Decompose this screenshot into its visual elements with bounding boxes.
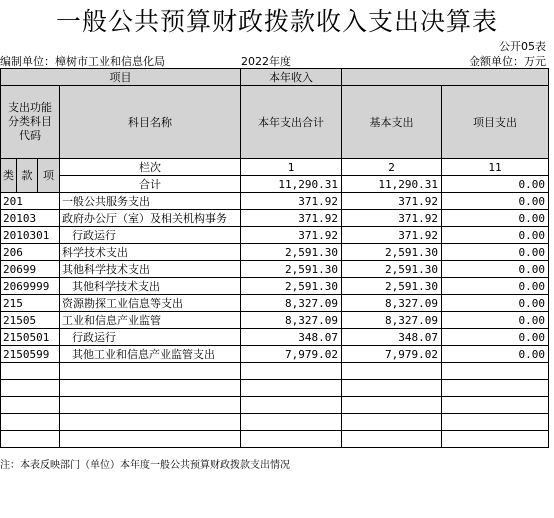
row-total-expense: 348.07	[241, 329, 342, 346]
report-title: 一般公共预算财政拨款收入支出决算表	[55, 7, 498, 36]
row-project-expense: 0.00	[442, 244, 549, 261]
table-row	[1, 312, 549, 329]
row-subject-name: 科学技术支出	[60, 244, 241, 261]
row-basic-expense: 2,591.30	[342, 261, 442, 278]
row-code: 215	[1, 295, 60, 312]
row-code: 2150599	[1, 346, 60, 363]
header-func-code: 支出功能分类科目代码	[1, 86, 60, 159]
header-subject-name: 科目名称	[60, 86, 241, 159]
row-total-expense: 2,591.30	[241, 278, 342, 295]
row-project-expense: 0.00	[442, 346, 549, 363]
empty-row	[1, 380, 549, 397]
footnote: 注：本表反映部门（单位）本年度一般公共预算财政拨款支出情况	[0, 460, 290, 471]
row-total-expense: 8,327.09	[241, 295, 342, 312]
row-total-expense: 2,591.30	[241, 261, 342, 278]
budget-table	[0, 68, 549, 448]
row-subject-name: 工业和信息产业监管	[60, 312, 241, 329]
empty-row	[1, 397, 549, 414]
row-project-expense: 0.00	[442, 278, 549, 295]
sum-label: 合计	[60, 176, 241, 193]
header-blank	[342, 69, 549, 86]
table-row	[1, 278, 549, 295]
row-subject-name: 其他科学技术支出	[60, 261, 241, 278]
row-code: 201	[1, 193, 60, 210]
row-total-expense: 371.92	[241, 210, 342, 227]
header-current-income: 本年收入	[241, 69, 342, 86]
amount-unit: 金额单位：万元	[469, 55, 546, 68]
row-code: 206	[1, 244, 60, 261]
row-subject-name: 资源勘探工业信息等支出	[60, 295, 241, 312]
row-project-expense: 0.00	[442, 193, 549, 210]
row-subject-name: 行政运行	[60, 329, 241, 346]
table-row	[1, 329, 549, 346]
row-project-expense: 0.00	[442, 312, 549, 329]
row-basic-expense: 371.92	[342, 227, 442, 244]
header-xiang: 项	[38, 159, 60, 193]
row-basic-expense: 8,327.09	[342, 312, 442, 329]
row-basic-expense: 7,979.02	[342, 346, 442, 363]
column-number-2: 2	[342, 159, 442, 176]
row-subject-name: 其他科学技术支出	[60, 278, 241, 295]
row-basic-expense: 348.07	[342, 329, 442, 346]
empty-row	[1, 363, 549, 380]
header-lei: 类	[1, 159, 17, 193]
row-total-expense: 371.92	[241, 193, 342, 210]
row-subject-name: 政府办公厅（室）及相关机构事务	[60, 210, 241, 227]
organization-label: 编制单位：樟树市工业和信息化局	[0, 55, 165, 68]
fiscal-year: 2022年度	[241, 55, 291, 68]
table-row	[1, 346, 549, 363]
row-basic-expense: 2,591.30	[342, 278, 442, 295]
row-total-expense: 371.92	[241, 227, 342, 244]
table-row	[1, 227, 549, 244]
sum-total: 11,290.31	[241, 176, 342, 193]
row-total-expense: 2,591.30	[241, 244, 342, 261]
sum-project: 0.00	[442, 176, 549, 193]
empty-row	[1, 431, 549, 448]
form-number: 公开05表	[499, 40, 546, 53]
row-project-expense: 0.00	[442, 329, 549, 346]
row-code: 20699	[1, 261, 60, 278]
table-row	[1, 261, 549, 278]
header-total-expense: 本年支出合计	[241, 86, 342, 159]
row-subject-name: 其他工业和信息产业监管支出	[60, 346, 241, 363]
row-code: 21505	[1, 312, 60, 329]
column-number-1: 1	[241, 159, 342, 176]
row-code: 2010301	[1, 227, 60, 244]
row-project-expense: 0.00	[442, 227, 549, 244]
row-code: 20103	[1, 210, 60, 227]
header-kuan: 款	[17, 159, 38, 193]
table-row	[1, 210, 549, 227]
row-code: 2069999	[1, 278, 60, 295]
row-subject-name: 一般公共服务支出	[60, 193, 241, 210]
row-basic-expense: 2,591.30	[342, 244, 442, 261]
row-project-expense: 0.00	[442, 295, 549, 312]
table-row	[1, 193, 549, 210]
row-code: 2150501	[1, 329, 60, 346]
row-basic-expense: 371.92	[342, 193, 442, 210]
row-basic-expense: 8,327.09	[342, 295, 442, 312]
column-number-label: 栏次	[60, 159, 241, 176]
row-project-expense: 0.00	[442, 210, 549, 227]
header-basic-expense: 基本支出	[342, 86, 442, 159]
header-project: 项目	[1, 69, 241, 86]
row-total-expense: 7,979.02	[241, 346, 342, 363]
sum-basic: 11,290.31	[342, 176, 442, 193]
row-basic-expense: 371.92	[342, 210, 442, 227]
row-total-expense: 8,327.09	[241, 312, 342, 329]
empty-row	[1, 414, 549, 431]
column-number-11: 11	[442, 159, 549, 176]
table-row	[1, 244, 549, 261]
row-project-expense: 0.00	[442, 261, 549, 278]
table-row	[1, 295, 549, 312]
header-project-expense: 项目支出	[442, 86, 549, 159]
row-subject-name: 行政运行	[60, 227, 241, 244]
